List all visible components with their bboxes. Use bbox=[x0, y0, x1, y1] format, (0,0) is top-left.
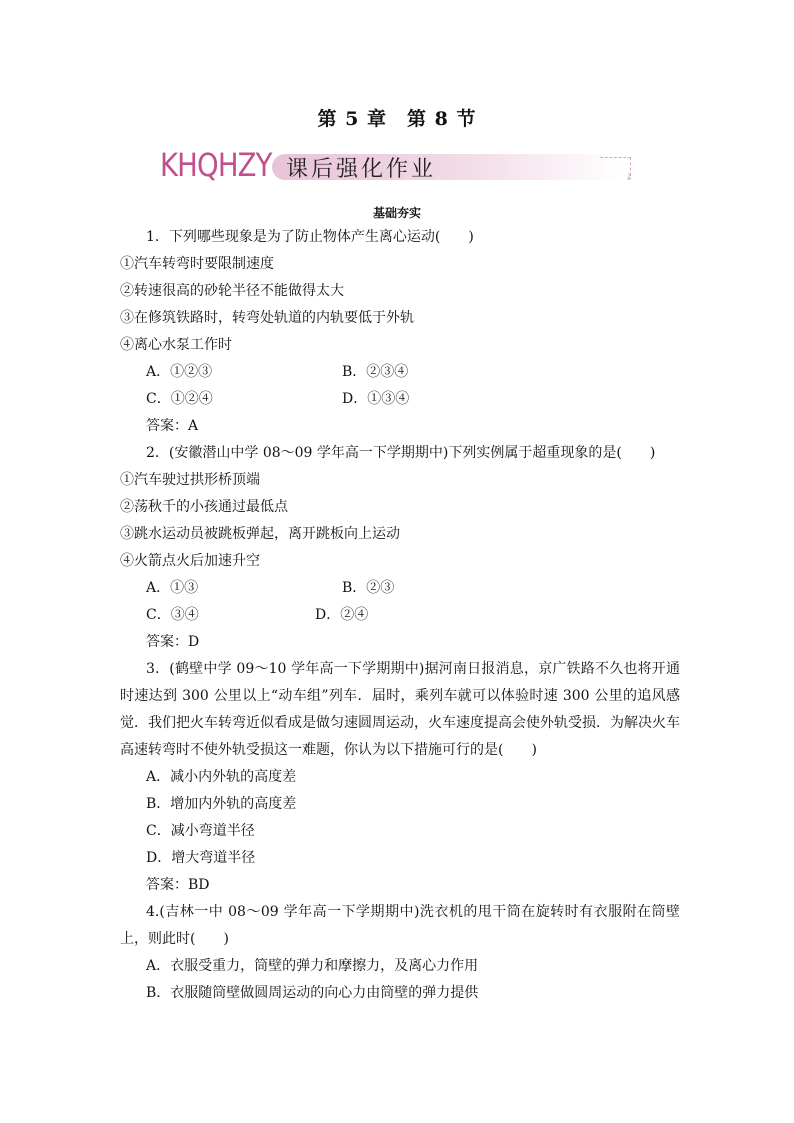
section-title: 基础夯实 bbox=[372, 206, 421, 220]
answer: 答案：D bbox=[146, 634, 200, 650]
option-d: D．增大弯道半径 bbox=[146, 850, 256, 866]
question-stem: 3．(鹤壁中学 09～10 学年高一下学期期中)据河南日报消息，京广铁路不久也将开通时速达到 300 公里以上“动车组”列车．届时，乘列车就可以体验时速 300 公里的追风感觉．我们把火车转弯近似看成是做匀速圆周运动，火车速度提高会使外轨受损．为解决火车高速转弯时不使外轨受损这一难题，你认为以下措施可行的是( ) bbox=[120, 661, 680, 758]
question-4 bbox=[120, 899, 680, 1007]
option-b: B．②③④ bbox=[342, 364, 409, 380]
homework-banner bbox=[160, 148, 640, 188]
option-d: D．①③④ bbox=[342, 391, 410, 407]
question-stem: 1．下列哪些现象是为了防止物体产生离心运动( ) bbox=[146, 229, 474, 245]
arrow-down-icon: ↓ bbox=[625, 172, 634, 183]
statement-item: ②荡秋千的小孩通过最低点 bbox=[120, 499, 288, 515]
statement-item: ③在修筑铁路时，转弯处轨道的内轨要低于外轨 bbox=[120, 310, 414, 326]
question-3 bbox=[120, 656, 680, 899]
question-stem: 4.(吉林一中 08～09 学年高一下学期期中)洗衣机的甩干筒在旋转时有衣服附在筒壁上，则此时( ) bbox=[120, 904, 680, 947]
question-2 bbox=[120, 440, 680, 656]
statement-item: ①汽车转弯时要限制速度 bbox=[120, 256, 274, 272]
option-c: C．减小弯道半径 bbox=[146, 823, 255, 839]
statement-item: ①汽车驶过拱形桥顶端 bbox=[120, 472, 260, 488]
statement-item: ③跳水运动员被跳板弹起，离开跳板向上运动 bbox=[120, 526, 400, 542]
option-c: C．③④ bbox=[146, 607, 199, 623]
option-row bbox=[120, 359, 680, 386]
option-row bbox=[120, 386, 680, 413]
statement-item: ④火箭点火后加速升空 bbox=[120, 553, 260, 569]
chapter-title: 第 5 章 第 8 节 bbox=[317, 108, 477, 130]
statement-item: ④离心水泵工作时 bbox=[120, 337, 232, 353]
option-row bbox=[120, 575, 680, 602]
question-stem: 2．(安徽潜山中学 08～09 学年高一下学期期中)下列实例属于超重现象的是( ) bbox=[146, 445, 656, 461]
option-a: A．①③ bbox=[146, 580, 199, 596]
banner-logo: KHQHZY bbox=[160, 146, 272, 184]
option-c: C．①②④ bbox=[146, 391, 213, 407]
option-a: A．①②③ bbox=[146, 364, 213, 380]
option-a: A．减小内外轨的高度差 bbox=[146, 769, 297, 785]
question-list bbox=[120, 224, 680, 1007]
answer: 答案：A bbox=[146, 418, 199, 434]
option-b: B．②③ bbox=[342, 580, 395, 596]
question-1 bbox=[120, 224, 680, 440]
answer: 答案：BD bbox=[146, 877, 210, 893]
option-b: B．衣服随筒壁做圆周运动的向心力由筒壁的弹力提供 bbox=[146, 985, 479, 1001]
option-d: D．②④ bbox=[315, 607, 369, 623]
option-a: A．衣服受重力，筒壁的弹力和摩擦力，及离心力作用 bbox=[146, 958, 479, 974]
option-row bbox=[120, 602, 680, 629]
banner-title: 课后强化作业 bbox=[286, 157, 437, 182]
option-b: B．增加内外轨的高度差 bbox=[146, 796, 297, 812]
statement-item: ②转速很高的砂轮半径不能做得太大 bbox=[120, 283, 344, 299]
